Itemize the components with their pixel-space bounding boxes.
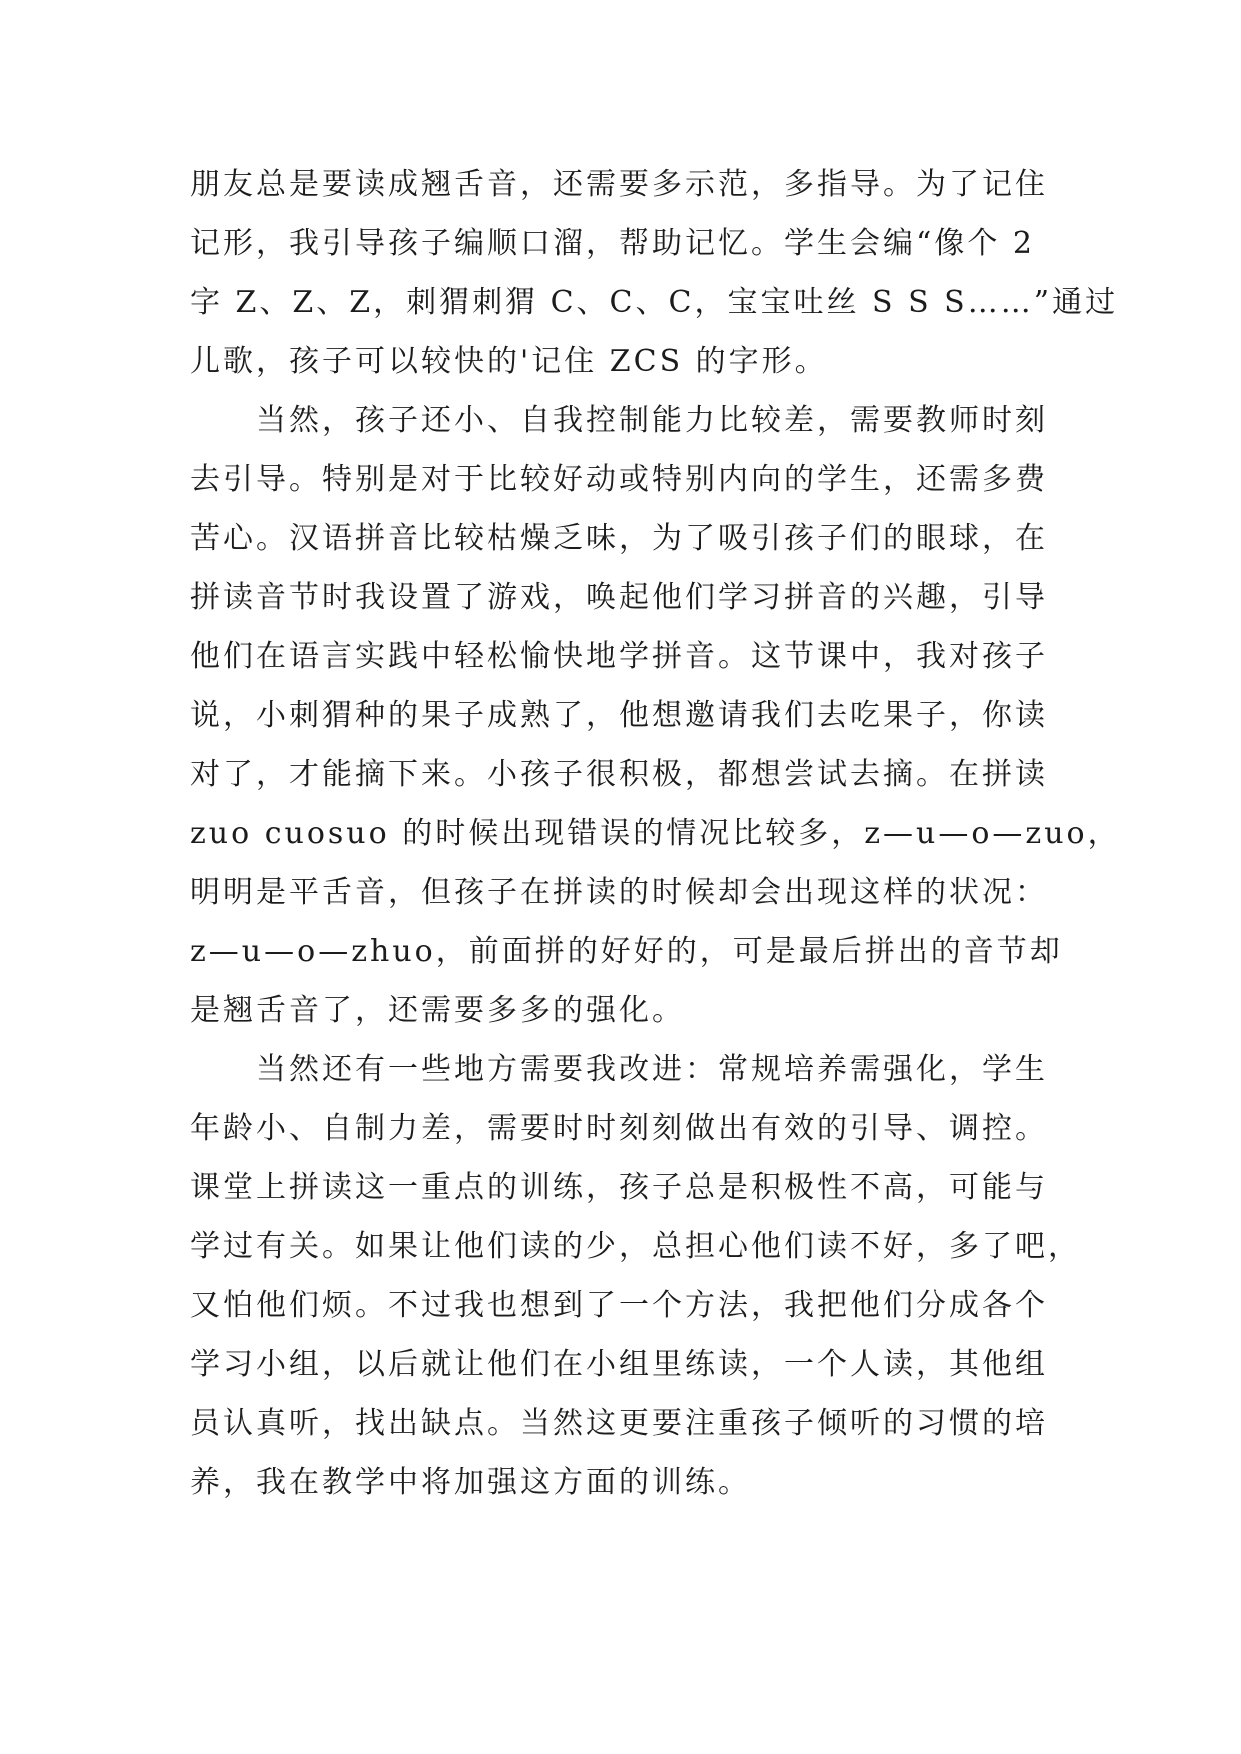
text-line: 儿歌，孩子可以较快的'记住 ZCS 的字形。: [190, 344, 828, 379]
text-line: zuo cuosuo 的时候出现错误的情况比较多，z—u—o—zuo，: [190, 816, 1121, 851]
text-line: 学习小组，以后就让他们在小组里练读，一个人读，其他组: [190, 1347, 1048, 1382]
text-line: 去引导。特别是对于比较好动或特别内向的学生，还需多费: [190, 462, 1048, 497]
text-line: 学过有关。如果让他们读的少，总担心他们读不好，多了吧，: [190, 1229, 1081, 1264]
text-line: 又怕他们烦。不过我也想到了一个方法，我把他们分成各个: [190, 1288, 1048, 1323]
text-body: [190, 155, 1121, 1512]
paragraph-3: [190, 1040, 1081, 1512]
text-line: 说，小刺猬种的果子成熟了，他想邀请我们去吃果子，你读: [190, 698, 1048, 733]
text-line: 记形，我引导孩子编顺口溜，帮助记忆。学生会编“像个 2: [190, 226, 1035, 261]
text-line: 苦心。汉语拼音比较枯燥乏味，为了吸引孩子们的眼球，在: [190, 521, 1048, 556]
text-line: 他们在语言实践中轻松愉快地学拼音。这节课中，我对孩子: [190, 639, 1048, 674]
text-line: 拼读音节时我设置了游戏，唤起他们学习拼音的兴趣，引导: [190, 580, 1048, 615]
text-line: z—u—o—zhuo，前面拼的好好的，可是最后拼出的音节却: [190, 934, 1063, 969]
paragraph-2: [190, 391, 1121, 1040]
text-line: 员认真听，找出缺点。当然这更要注重孩子倾听的习惯的培: [190, 1406, 1048, 1441]
text-line: 当然还有一些地方需要我改进：常规培养需强化，学生: [190, 1052, 1048, 1087]
text-line: 课堂上拼读这一重点的训练，孩子总是积极性不高，可能与: [190, 1170, 1048, 1205]
text-line: 是翘舌音了，还需要多多的强化。: [190, 993, 685, 1028]
text-line: 朋友总是要读成翘舌音，还需要多示范，多指导。为了记住: [190, 167, 1048, 202]
text-line: 明明是平舌音，但孩子在拼读的时候却会出现这样的状况：: [190, 875, 1048, 910]
text-line: 当然，孩子还小、自我控制能力比较差，需要教师时刻: [190, 403, 1048, 438]
text-line: 对了，才能摘下来。小孩子很积极，都想尝试去摘。在拼读: [190, 757, 1048, 792]
text-line: 年龄小、自制力差，需要时时刻刻做出有效的引导、调控。: [190, 1111, 1048, 1146]
text-line: 字 Z、Z、Z，刺猬刺猬 C、C、C，宝宝吐丝 S S S……”通过: [190, 285, 1119, 320]
paragraph-1: [190, 155, 1119, 391]
text-line: 养，我在教学中将加强这方面的训练。: [190, 1465, 751, 1500]
